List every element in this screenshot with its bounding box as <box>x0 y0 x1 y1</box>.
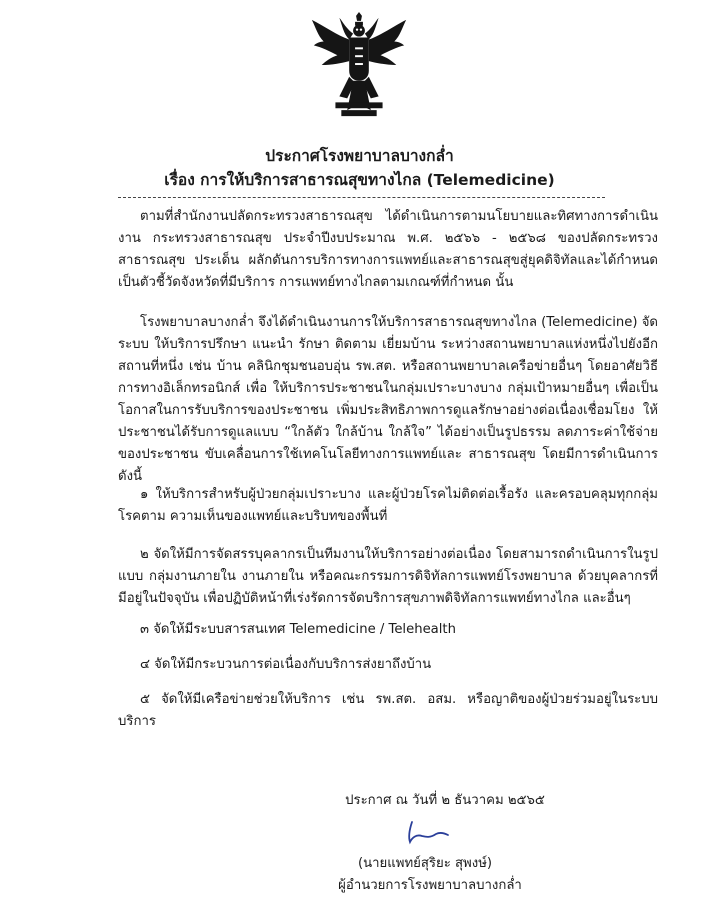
list-item <box>118 619 658 641</box>
list-item <box>118 484 658 528</box>
list-item <box>118 654 658 676</box>
dashed-divider <box>118 197 605 198</box>
handwritten-signature-icon <box>392 818 452 848</box>
announcement-subject: เรื่อง การให้บริการสาธารณสุขทางไกล (Telemedicine) <box>164 171 555 189</box>
list-item-text: ๑ ให้บริการสำหรับผู้ป่วยกลุ่มเปราะบาง และผู้ป่วยโรคไม่ติดต่อเรื้อรัง และครอบคลุมทุกกลุ่มโรคตาม ความเห็นของแพทย์และบริบทของพื้นที่ <box>118 487 658 524</box>
paragraph-background-text: ตามที่สำนักงานปลัดกระทรวงสาธารณสุข ได้ดำเนินการตามนโยบายและทิศทางการดำเนินงาน กระทรวงสาธารณสุข ประจำปีงบประมาณ พ.ศ. ๒๕๖๖ - ๒๕๖๘ ของปลัดกระทรวงสาธารณสุข ประเด็น ผลักดันการบริการทางการแพทย์และสาธารณสุขสู่ยุคดิจิทัลและได้กำหนดเป็นตัวชี้วัดจังหวัดที่มีบริการ การแพทย์ทางไกลตามเกณฑ์ที่กำหนด นั้น <box>118 209 658 290</box>
list-item <box>118 544 658 610</box>
announcement-title: ประกาศโรงพยาบาลบางกล่ำ <box>265 147 454 165</box>
announcement-date: ประกาศ ณ วันที่ ๒ ธันวาคม ๒๕๖๕ <box>345 793 545 808</box>
paragraph-implementation <box>118 312 658 488</box>
paragraph-implementation-text: โรงพยาบาลบางกล่ำ จึงได้ดำเนินงานการให้บริการสาธารณสุขทางไกล (Telemedicine) จัดระบบ ให้บริการปรึกษา แนะนำ รักษา ติดตาม เยี่ยมบ้าน ระหว่างสถานพยาบาลแห่งหนึ่งไปยังอีกสถานที่หนึ่ง เช่น บ้าน คลินิกชุมชนอบอุ่น รพ.สต. หรือสถานพยาบาลเครือข่ายอื่นๆ โดยอาศัยวิธีการทางอิเล็กทรอนิกส์ เพื่อ ให้บริการประชาชนในกลุ่มเปราะบางบาง กลุ่มเป้าหมายอื่นๆ เพื่อเป็นโอกาสในการรับบริการของประชาชน เพิ่มประสิทธิภาพการดูแลรักษาอย่างต่อเนื่องเชื่อมโยง ให้ประชาชนได้รับการดูแลแบบ “ใกล้ตัว ใกล้บ้าน ใกล้ใจ” ได้อย่างเป็นรูปธรรม ลดภาระค่าใช้จ่ายของประชาชน ขับเคลื่อนการใช้เทคโนโลยีทางการแพทย์และ สาธารณสุข โดยมีการดำเนินการ ดังนี้ <box>118 315 659 484</box>
list-item-text: ๕ จัดให้มีเครือข่ายช่วยให้บริการ เช่น รพ.สต. อสม. หรือญาติของผู้ป่วยร่วมอยู่ในระบบบริการ <box>118 692 658 729</box>
list-item-text: ๒ จัดให้มีการจัดสรรบุคลากรเป็นทีมงานให้บริการอย่างต่อเนื่อง โดยสามารถดำเนินการในรูปแบบ กลุ่มงานภายใน งานภายใน หรือคณะกรรมการดิจิทัลการแพทย์โรงพยาบาล ด้วยบุคลากรที่มีอยู่ในปัจจุบัน เพื่อปฏิบัติหน้าที่เร่งรัดการจัดบริการสุขภาพดิจิทัลการแพทย์ทางไกล และอื่นๆ <box>118 547 658 606</box>
list-item-text: ๔ จัดให้มีกระบวนการต่อเนื่องกับบริการส่งยาถึงบ้าน <box>140 657 432 672</box>
garuda-emblem-icon <box>308 12 410 120</box>
list-item-text: ๓ จัดให้มีระบบสารสนเทศ Telemedicine / Telehealth <box>140 622 456 637</box>
list-item <box>118 689 658 733</box>
signatory-name: (นายแพทย์สุริยะ สุพงษ์) <box>357 856 493 871</box>
signatory-position: ผู้อำนวยการโรงพยาบาลบางกล่ำ <box>338 878 522 893</box>
paragraph-background <box>118 206 658 294</box>
